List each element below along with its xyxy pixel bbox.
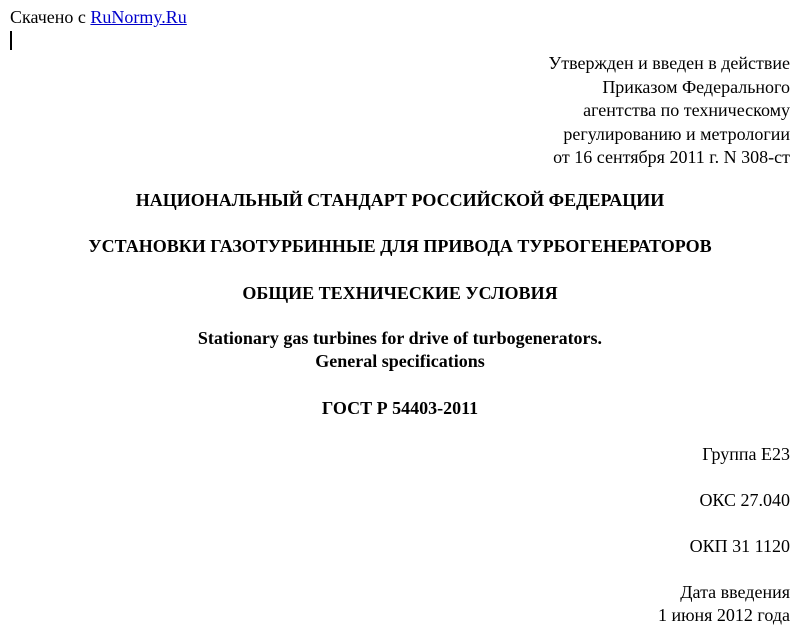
national-standard-heading: НАЦИОНАЛЬНЫЙ СТАНДАРТ РОССИЙСКОЙ ФЕДЕРАЦИИ: [135, 190, 665, 210]
approval-line: регулированию и метрологии: [563, 123, 790, 144]
standard-title-ru: УСТАНОВКИ ГАЗОТУРБИННЫЕ ДЛЯ ПРИВОДА ТУРБОГЕНЕРАТОРОВ: [88, 236, 712, 256]
source-line: [10, 6, 187, 28]
approval-block: [548, 52, 790, 170]
standard-code: ГОСТ Р 54403-2011: [321, 398, 479, 418]
okp-code: ОКП 31 1120: [689, 536, 790, 556]
oks-code: ОКС 27.040: [699, 490, 790, 510]
standard-title-en: [0, 327, 800, 373]
text-cursor: [10, 31, 12, 50]
title-en-line-2: General specifications: [315, 351, 485, 371]
introduction-date-label: Дата введения: [680, 582, 790, 602]
group-code: Группа Е23: [702, 444, 790, 464]
approval-line: Утвержден и введен в действие: [548, 53, 790, 73]
introduction-date: [658, 581, 790, 627]
approval-line: агентства по техническому: [583, 100, 790, 120]
approval-line: Приказом Федерального: [602, 76, 790, 97]
title-en-line-1: Stationary gas turbines for drive of turbogenerators.: [197, 328, 603, 348]
introduction-date-value: 1 июня 2012 года: [657, 605, 790, 625]
source-prefix: Скачено с: [10, 7, 91, 27]
approval-line: от 16 сентября 2011 г. N 308-ст: [553, 147, 790, 167]
runormy-link[interactable]: RuNormy.Ru: [90, 7, 187, 27]
standard-subtitle-ru: ОБЩИЕ ТЕХНИЧЕСКИЕ УСЛОВИЯ: [242, 283, 558, 303]
